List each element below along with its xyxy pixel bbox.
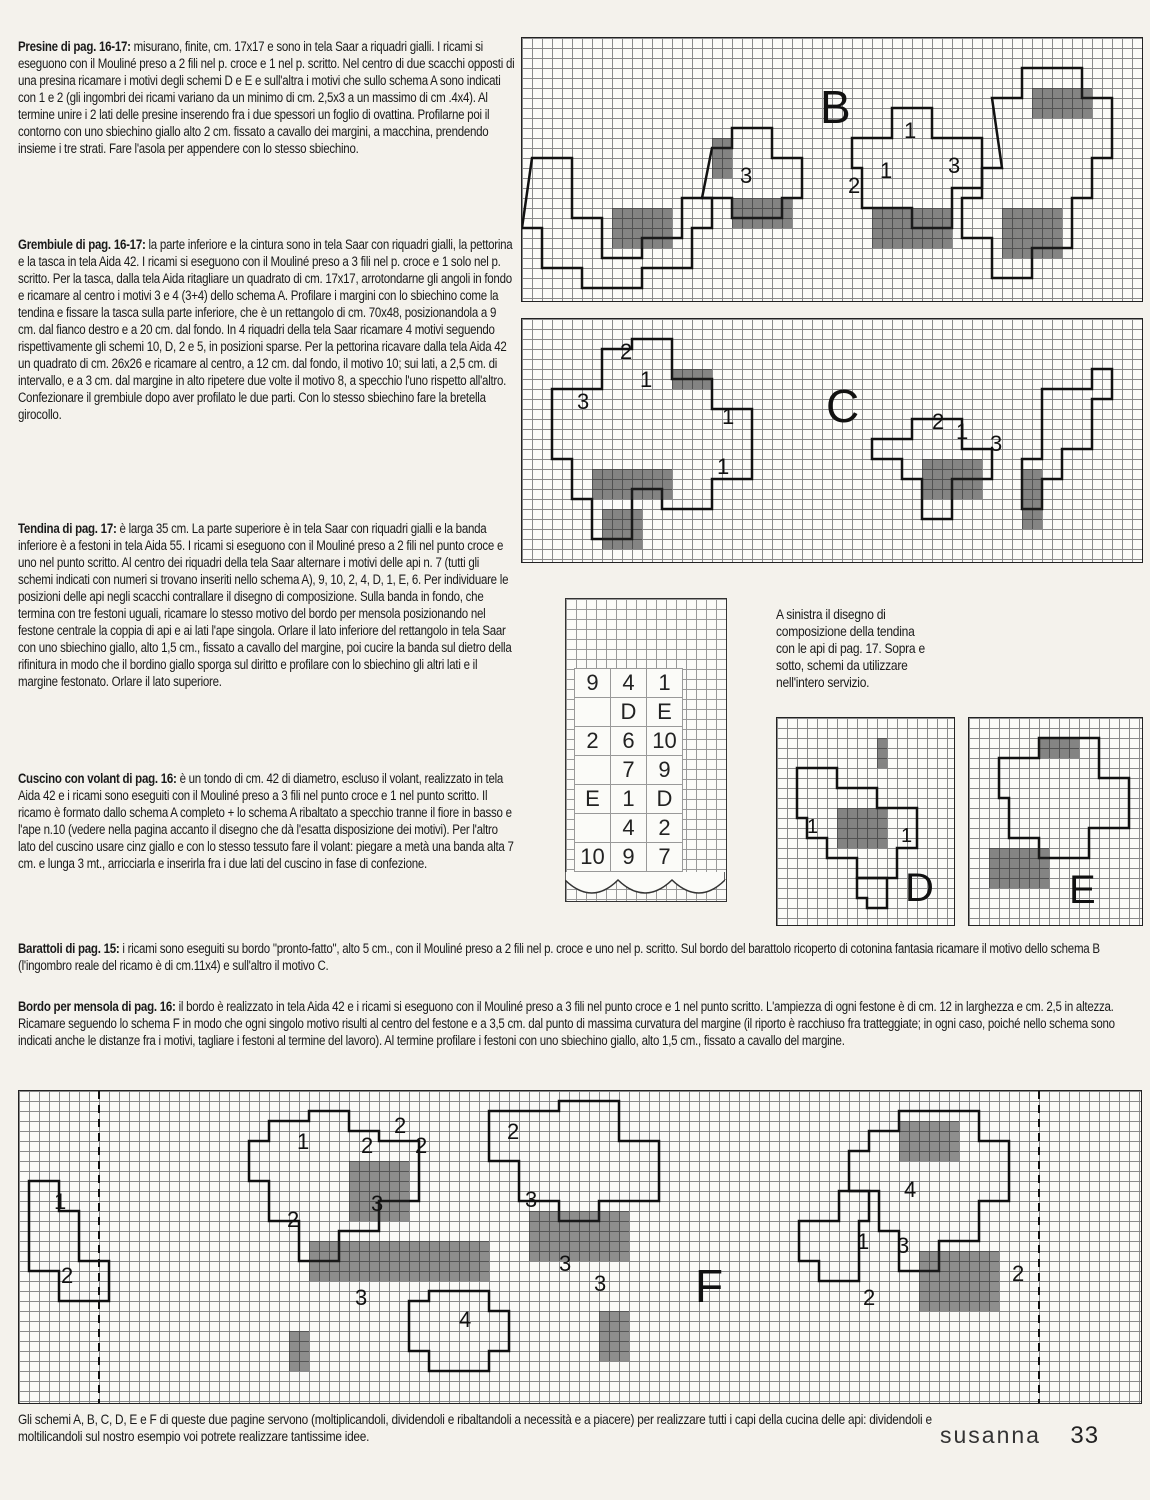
- composition-row: [575, 727, 683, 756]
- composition-cell: 1: [647, 669, 683, 698]
- composition-cell: 9: [575, 669, 611, 698]
- svg-text:2: 2: [287, 1207, 300, 1232]
- composition-cell: 4: [611, 669, 647, 698]
- schema-f-chart: [18, 1090, 1142, 1404]
- schema-d-label: D: [905, 866, 934, 910]
- svg-text:2: 2: [863, 1285, 876, 1310]
- composition-row: [575, 814, 683, 843]
- page-number: 33: [1070, 1422, 1100, 1449]
- paragraph-body: i ricami sono eseguiti su bordo "pronto-fatto", alto 5 cm., con il Mouliné preso a 2 fili nel p. croce e uno nel p. scritto. Sul bordo del barattolo ricoperto di cotonina fantasia ricamare il motivo dello schema B (l'ingombro reale del ricamo è di cm.11x4) e sull'altro il motivo C.: [18, 941, 1100, 973]
- paragraph-tendina: [18, 520, 517, 690]
- paragraph-title: Bordo per mensola di pag. 16:: [18, 999, 176, 1014]
- svg-text:2: 2: [361, 1133, 374, 1158]
- composition-table: [574, 668, 683, 872]
- schema-c-chart: [521, 318, 1143, 563]
- composition-cell: 4: [611, 814, 647, 843]
- composition-row: [575, 843, 683, 872]
- svg-text:1: 1: [717, 454, 730, 479]
- svg-text:1: 1: [297, 1129, 310, 1154]
- bottom-caption: Gli schemi A, B, C, D, E e F di queste due pagine servono (moltiplicandoli, dividendoli e ribaltandoli a necessità e a piacere) per realizzare tutti i capi della cucina delle api: dividendoli e moltilicandoli sul nostro esempio voi potrete realizzare tantissime idee.: [18, 1412, 932, 1444]
- schema-b-label: B: [820, 81, 851, 133]
- schema-f-label: F: [695, 1260, 724, 1312]
- paragraph-bordo: [18, 998, 1119, 1049]
- schema-d-chart: [776, 717, 955, 926]
- svg-text:2: 2: [415, 1133, 428, 1158]
- composition-cell: [575, 814, 611, 843]
- svg-text:1: 1: [901, 825, 913, 847]
- svg-text:3: 3: [559, 1251, 572, 1276]
- composition-cell: 10: [647, 727, 683, 756]
- svg-text:1: 1: [54, 1189, 67, 1214]
- svg-text:2: 2: [507, 1119, 520, 1144]
- composition-cell: 10: [575, 843, 611, 872]
- schema-b-chart: [521, 37, 1143, 302]
- composition-row: [575, 698, 683, 727]
- composition-cell: D: [647, 785, 683, 814]
- paragraph-barattoli: [18, 940, 1119, 974]
- composition-row: [575, 785, 683, 814]
- schema-c-motifs: [522, 319, 1142, 562]
- svg-text:1: 1: [722, 404, 735, 429]
- composition-cell: 2: [575, 727, 611, 756]
- schema-e-chart: [968, 717, 1143, 926]
- composition-cell: [575, 756, 611, 785]
- svg-text:1: 1: [880, 158, 893, 183]
- svg-text:2: 2: [932, 409, 945, 434]
- magazine-name: susanna: [940, 1422, 1041, 1448]
- paragraph-title: Grembiule di pag. 16-17:: [18, 237, 146, 252]
- paragraph-body: il bordo è realizzato in tela Aida 42 e i ricami si eseguono con il Mouliné preso a 3 fili nel punto croce e 1 nel punto scritto. L'ampiezza di ogni festone è di cm. 12 in larghezza e cm. 2,5 in altezza. Ricamare seguendo lo schema F in modo che ogni singolo motivo risulti al centro del festone e a 3,5 cm. dal punto di massima curvatura del margine (il riporto è racchiuso fra tratteggiate; in ogni caso, poiché nello schema sono indicati anche le distanze fra i motivi, tagliare i festoni al termine del lavoro). Al termine profilare i festoni con uno sbiechino giallo, alto 1,5 cm., fissato a cavallo del margine.: [18, 999, 1115, 1048]
- composition-cell: E: [647, 698, 683, 727]
- composition-cell: 7: [647, 843, 683, 872]
- schema-c-label: C: [826, 380, 860, 432]
- composition-cell: 6: [611, 727, 647, 756]
- svg-text:3: 3: [355, 1285, 368, 1310]
- schema-f-motifs: [19, 1091, 1141, 1403]
- svg-text:2: 2: [394, 1113, 407, 1138]
- svg-text:3: 3: [990, 431, 1003, 456]
- svg-text:3: 3: [525, 1187, 538, 1212]
- schema-e-label: E: [1069, 868, 1096, 912]
- schema-b-motifs: [522, 38, 1142, 301]
- composition-cell: D: [611, 698, 647, 727]
- composition-cell: E: [575, 785, 611, 814]
- paragraph-grembiule: [18, 236, 517, 423]
- svg-text:3: 3: [577, 389, 590, 414]
- composition-cell: 9: [647, 756, 683, 785]
- composition-cell: 1: [611, 785, 647, 814]
- svg-text:1: 1: [807, 816, 819, 838]
- paragraph-cuscino: [18, 770, 517, 872]
- svg-text:3: 3: [897, 1233, 910, 1258]
- paragraph-body: è larga 35 cm. La parte superiore è in tela Saar con riquadri gialli e la banda inferiore è a festoni in tela Aida 55. I ricami si eseguono con il Mouliné preso a 2 fili nel punto croce e uno nel punto scritto. Al centro dei riquadri della tela Saar alternare i motivi delle api n. 7 (tutti gli schemi indicati con numeri si trovano inseriti nello schema A), 9, 10, 2, 4, D, 1, E, 6. Per individuare le posizioni delle api negli scacchi contrallare il disegno di composizione. Sulla banda in fondo, che termina con tre festoni uguali, ricamare lo stesso motivo del bordo per mensola posizionando nel festone centrale la coppia di api e ai lati l'ape singola. Orlare il lato inferiore del rettangolo in tela Saar con uno sbiechino giallo, alto 1,5 cm., fissato a cavallo del margine, poi cucire la banda sul dietro della rifinitura in modo che il bordino giallo sporga sul diritto e profilare con lo sbiechino gli altri lati e il margine festonato. Orlare il lato superiore.: [18, 521, 512, 689]
- composition-cell: 2: [647, 814, 683, 843]
- paragraph-title: Cuscino con volant di pag. 16:: [18, 771, 177, 786]
- svg-text:2: 2: [61, 1263, 74, 1288]
- svg-text:3: 3: [371, 1191, 384, 1216]
- composition-cell: 9: [611, 843, 647, 872]
- paragraph-presine: [18, 38, 517, 157]
- paragraph-body: la parte inferiore e la cintura sono in tela Saar con riquadri gialli, la pettorina e la tasca in tela Aida 42. I ricami si eseguono con il Mouliné preso a 3 fili nel p. croce e 1 solo nel p. scritto. Per la tasca, dalla tela Aida ritagliare un quadrato di cm. 17x17, arrotondarne gli angoli in fondo e ricamare al centro i motivi 3 e 4 (3+4) dello schema A. Profilare i margini con lo sbiechino come la tendina e fissare la tasca sulla parte inferiore, che è un rettangolo di cm. 70x48, posizionandola a 9 cm. dal fianco destro e a 20 cm. dal fondo. In 4 riquadri della tela Saar ricamare 4 motivi seguendo rispettivamente gli schemi 10, D, 2 e 5, in posizioni sparse. Per la pettorina ricavare dalla tela Aida 42 un quadrato di cm. 26x26 e ricamare al centro, a 12 cm. dal fondo, il motivo 10; sui lati, a 2,5 cm. di intervallo, e a 3 cm. dal margine in alto ripetere due volte il motivo 8, a specchio l'uno rispetto all'altro. Confezionare il grembiule dopo aver profilato le due parti. Con lo stesso sbiechino fare la bretella girocollo.: [18, 237, 513, 422]
- composition-row: [575, 669, 683, 698]
- paragraph-body: è un tondo di cm. 42 di diametro, escluso il volant, realizzato in tela Aida 42 e i ricami sono eseguiti con il Mouliné preso a 3 fili nel punto croce e 1 nel punto scritto. Il ricamo è formato dallo schema A completo + lo schema A ribaltato a specchio tranne il fiore in basso e l'ape n.10 (vedere nella pagina accanto il disegno che dà l'esatta disposizione dei motivi). Per l'altro lato del cuscino usare cinz giallo e con lo stesso tessuto fare il volant: piegare a metà una banda alta 7 cm. e lunga 3 mt., arricciarla e inserirla fra i due lati del cuscino in fase di confezione.: [18, 771, 514, 871]
- svg-text:1: 1: [640, 367, 653, 392]
- svg-text:3: 3: [740, 163, 753, 188]
- composition-row: [575, 756, 683, 785]
- svg-text:2: 2: [848, 173, 861, 198]
- composition-cell: [575, 698, 611, 727]
- composition-caption: A sinistra il disegno di composizione della tendina con le api di pag. 17. Sopra e sotto, schemi da utilizzare nell'intero servizio.: [776, 606, 925, 690]
- paragraph-title: Presine di pag. 16-17:: [18, 39, 131, 54]
- svg-text:4: 4: [459, 1307, 472, 1332]
- paragraph-title: Barattoli di pag. 15:: [18, 941, 120, 956]
- svg-text:1: 1: [857, 1229, 870, 1254]
- svg-text:1: 1: [904, 118, 917, 143]
- svg-text:2: 2: [1012, 1261, 1025, 1286]
- paragraph-title: Tendina di pag. 17:: [18, 521, 117, 536]
- svg-text:2: 2: [620, 339, 633, 364]
- svg-text:1: 1: [956, 419, 969, 444]
- composition-cell: 7: [611, 756, 647, 785]
- page-footer: [940, 1422, 1099, 1450]
- paragraph-body: misurano, finite, cm. 17x17 e sono in tela Saar a riquadri gialli. I ricami si eseguono con il Mouliné preso a 2 fili nel p. croce e 1 nel p. scritto. Nel centro di due scacchi opposti di una presina ricamare i motivi degli schemi D e E e sull'altra i motivi che sullo schema A sono indicati con 1 e 2 (gli ingombri dei ricami variano da un minimo di cm. 2,5x3 a un massimo di cm .4x4). Al termine unire i 2 lati delle presine inserendo fra i due spessori un foglio di ovattina. Profilarne poi il contorno con uno sbiechino giallo alto 2 cm. fissato a cavallo dei margini, a macchina, prendendo insieme i tre strati. Fare l'asola per appendere con lo stesso sbiechino.: [18, 39, 515, 156]
- svg-text:4: 4: [904, 1177, 917, 1202]
- svg-text:3: 3: [948, 153, 961, 178]
- composition-scallop-edge: [565, 872, 725, 902]
- schema-e-motifs: [969, 718, 1142, 925]
- svg-text:3: 3: [594, 1271, 607, 1296]
